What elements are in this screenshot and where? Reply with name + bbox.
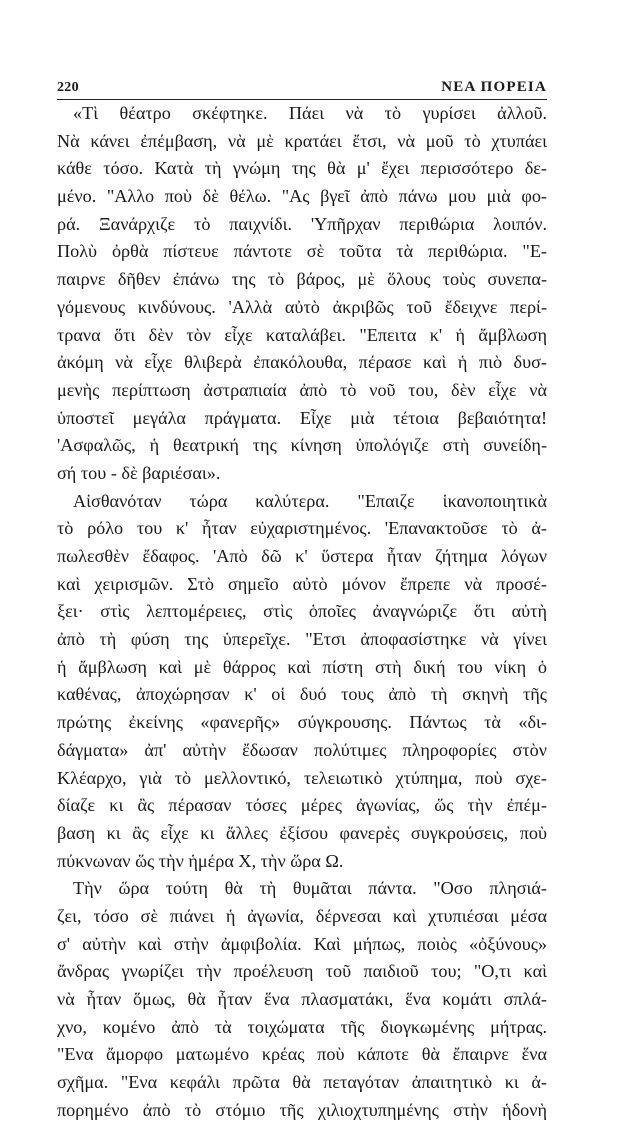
text-line: σ' αὐτὴν καὶ στὴν ἀμφιβολία. Καὶ μήπως, ποιὸς «ὀξύνους» bbox=[57, 933, 547, 954]
text-line: βαση κι ἂς εἶχε κι ἄλλες ἐξίσου φανερὲς συγκρούσεις, ποὺ bbox=[57, 822, 547, 843]
journal-title: ΝΕΑ ΠΟΡΕΙΑ bbox=[441, 79, 547, 95]
text-line: ξει· στὶς λεπτομέρειες, στὶς ὁποῖες ἀναγνώριζε ὅτι αὐτὴ bbox=[57, 601, 547, 622]
text-line: σχῆμα. "Ενα κεφάλι πρῶτα θὰ πεταγόταν ἀπαιτητικὸ κι ἀ- bbox=[57, 1072, 547, 1093]
text-line: πύκνωναν ὥς τὴν ἡμέρα Χ, τὴν ὥρα Ω. bbox=[57, 850, 344, 871]
running-head bbox=[57, 74, 547, 100]
text-line: "Ενα ἄμορφο ματωμένο κρέας ποὺ κάποτε θὰ ἔπαιρνε ἕνα bbox=[57, 1044, 547, 1065]
text-line: Νὰ κάνει ἐπέμβαση, νὰ μὲ κρατάει ἔτσι, νὰ μοῦ τὸ χτυπάει bbox=[57, 130, 547, 151]
text-line: Τὴν ὥρα τούτη θὰ τὴ θυμᾶται πάντα. "Οσο πλησιά- bbox=[73, 878, 547, 899]
text-line: Πολὺ ὀρθὰ πίστευε πάντοτε σὲ τοῦτα τὰ περιθώρια. "Ε- bbox=[57, 241, 547, 262]
text-line: καὶ χειρισμῶν. Στὸ σημεῖο αὐτὸ μόνον ἔπρεπε νὰ προσέ- bbox=[57, 573, 547, 594]
text-line: πρώτης ἐκείνης «φανερῆς» σύγκρουσης. Πάντως τὰ «δι- bbox=[57, 712, 547, 733]
text-line: «Τὶ θέατρο σκέφτηκε. Πάει νὰ τὸ γυρίσει ἀλλοῦ. bbox=[73, 103, 547, 123]
text-line: ρά. Ξανάρχιζε τὸ παιχνίδι. 'Υπῆρχαν περιθώρια λοιπόν. bbox=[57, 213, 547, 234]
text-line: ὑποστεῖ μεγάλα πράγματα. Εἶχε μιὰ τέτοια βεβαιότητα! bbox=[57, 407, 547, 428]
text-line: χνο, κομένο ἀπὸ τὰ τοιχώματα τῆς διογκωμένης μήτρας. bbox=[57, 1016, 547, 1037]
text-line: δίαζε κι ἂς πέρασαν τόσες μέρες ἀγωνίας, ὥς τὴν ἐπέμ- bbox=[57, 795, 547, 816]
text-line: μένο. "Αλλο ποὺ δὲ θέλω. "Ας βγεῖ ἀπὸ πάνω μου μιὰ φο- bbox=[57, 186, 547, 207]
text-line: τὸ ρόλο του κ' ἦταν εὐχαριστημένος. 'Επανακτοῦσε τὸ ἀ- bbox=[57, 518, 547, 539]
text-line: ζει, τόσο σὲ πιάνει ἡ ἀγωνία, δέρνεσαι καὶ χτυπιέσαι μέσα bbox=[57, 905, 547, 926]
text-line: δάγματα» ἀπ' αὐτὴν ἔδωσαν πολύτιμες πληροφορίες στὸν bbox=[57, 739, 547, 760]
text-line: Αἰσθανόταν τώρα καλύτερα. "Επαιζε ἱκανοποιητικὰ bbox=[73, 490, 547, 511]
text-line: μενὴς περίπτωση ἀστραπιαία ἀπὸ τὸ νοῦ του, δὲν εἶχε νὰ bbox=[57, 379, 547, 400]
text-line: 'Ασφαλῶς, ἡ θεατρική της κίνηση ὑπολόγιζε στὴ συνείδη- bbox=[57, 435, 547, 456]
text-line: τρανα ὅτι δὲν τὸν εἶχε καταλάβει. "Επειτα κ' ἡ ἄμβλωση bbox=[57, 324, 547, 345]
text-line: καθένας, ἀποχώρησαν κ' οἱ δυό τους ἀπὸ τὴ σκηνὴ τῆς bbox=[57, 684, 547, 705]
text-line: ἀπὸ τὴ φύση της ὑπερεῖχε. "Ετσι ἀποφασίστηκε νὰ γίνει bbox=[57, 629, 547, 650]
text-line: ἀκόμη νὰ εἶχε θλιβερὰ ἐπακόλουθα, πέρασε καὶ ἡ πιὸ δυσ- bbox=[57, 352, 547, 373]
text-line: Κλέαρχο, γιὰ τὸ μελλοντικό, τελειωτικὸ χτύπημα, ποὺ σχε- bbox=[57, 767, 547, 788]
text-line: ἄνδρας γνωρίζει τὴν προέλευση τοῦ παιδιοῦ του; "Ο,τι καὶ bbox=[57, 961, 547, 982]
text-line: σή του - δὲ βαριέσαι». bbox=[57, 462, 221, 483]
text-line: κάθε τόσο. Κατὰ τὴ γνώμη της θὰ μ' ἔχει περισσότερο δε- bbox=[57, 158, 547, 179]
page-number: 220 bbox=[57, 80, 79, 95]
text-line: νὰ ἦταν ὅμως, θὰ ἦταν ἕνα πλασματάκι, ἕνα κομάτι σπλά- bbox=[57, 989, 547, 1009]
body-text bbox=[57, 100, 547, 1124]
text-line: παιρνε δῆθεν ἐπάνω της τὸ βάρος, μὲ ὅλους τοὺς συνεπα- bbox=[57, 269, 547, 290]
text-line: πορημένο ἀπὸ τὸ στόμιο τῆς χιλιοχτυπημένης στὴν ἡδονὴ bbox=[57, 1099, 547, 1120]
text-line: γόμενους κινδύνους. 'Αλλὰ αὐτὸ ἀκριβῶς τοῦ ἔδειχνε περί- bbox=[57, 296, 547, 317]
text-line: πωλεσθὲν ἔδαφος. 'Απὸ δῶ κ' ὕστερα ἦταν ζήτημα λόγων bbox=[57, 546, 547, 566]
text-line: ἡ ἄμβλωση καὶ μὲ θάρρος καὶ πίστη στὴ δική του νίκη ὁ bbox=[57, 656, 547, 677]
